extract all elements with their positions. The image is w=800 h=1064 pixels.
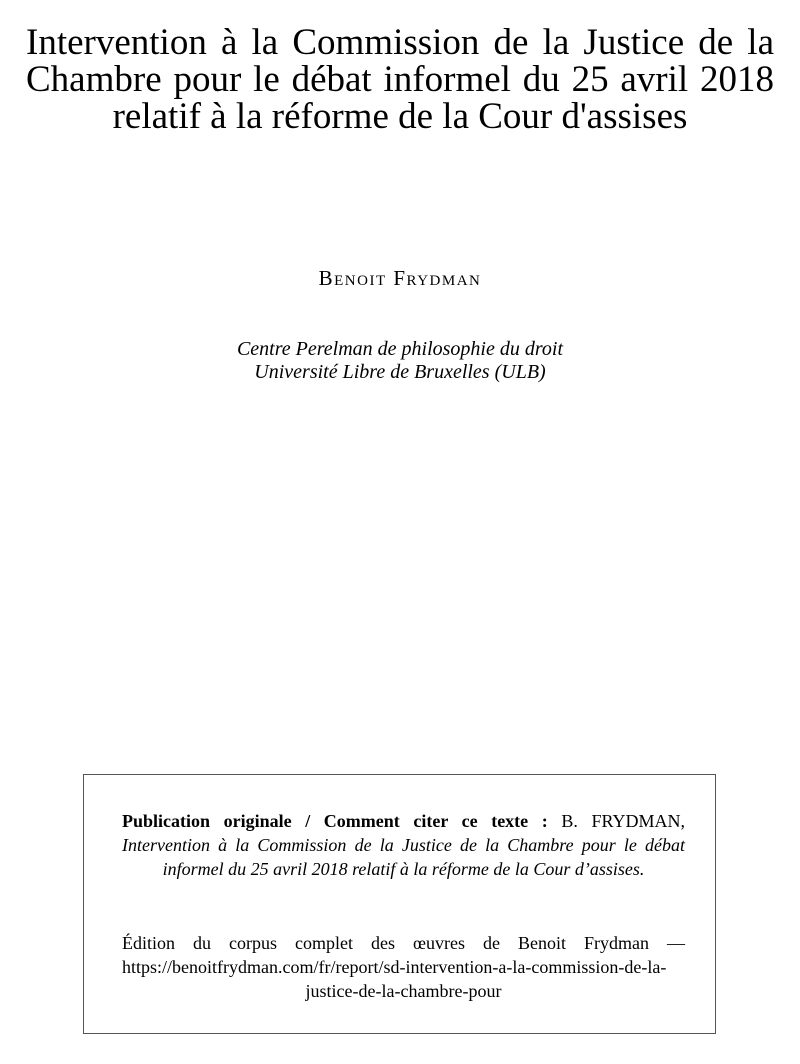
author-name: Benoit Frydman (318, 266, 482, 290)
citation-paragraph (122, 809, 685, 881)
document-title: Intervention à la Commission de la Justice de la Chambre pour le débat informel du 25 avril 2018 relatif à la réforme de la Cour d'assises (26, 22, 774, 137)
citation-label: Publication originale / Comment citer ce texte : (122, 811, 548, 831)
affiliation-line-2: Université Libre de Bruxelles (ULB) (254, 361, 546, 383)
citation-title: Intervention à la Commission de la Justice de la Chambre pour le débat informel du 25 avril 2018 relatif à la réforme de la Cour d’assises. (122, 835, 685, 879)
citation-author: B. FRYDMAN, (561, 811, 686, 831)
edition-paragraph: Édition du corpus complet des œuvres de Benoit Frydman — https://benoitfrydman.com/fr/report/sd-intervention-a-la-commission-de-la-justice-de-la-chambre-pour (122, 933, 685, 1001)
affiliation (0, 338, 800, 384)
citation-box (83, 774, 716, 1034)
affiliation-line-1: Centre Perelman de philosophie du droit (236, 338, 564, 360)
